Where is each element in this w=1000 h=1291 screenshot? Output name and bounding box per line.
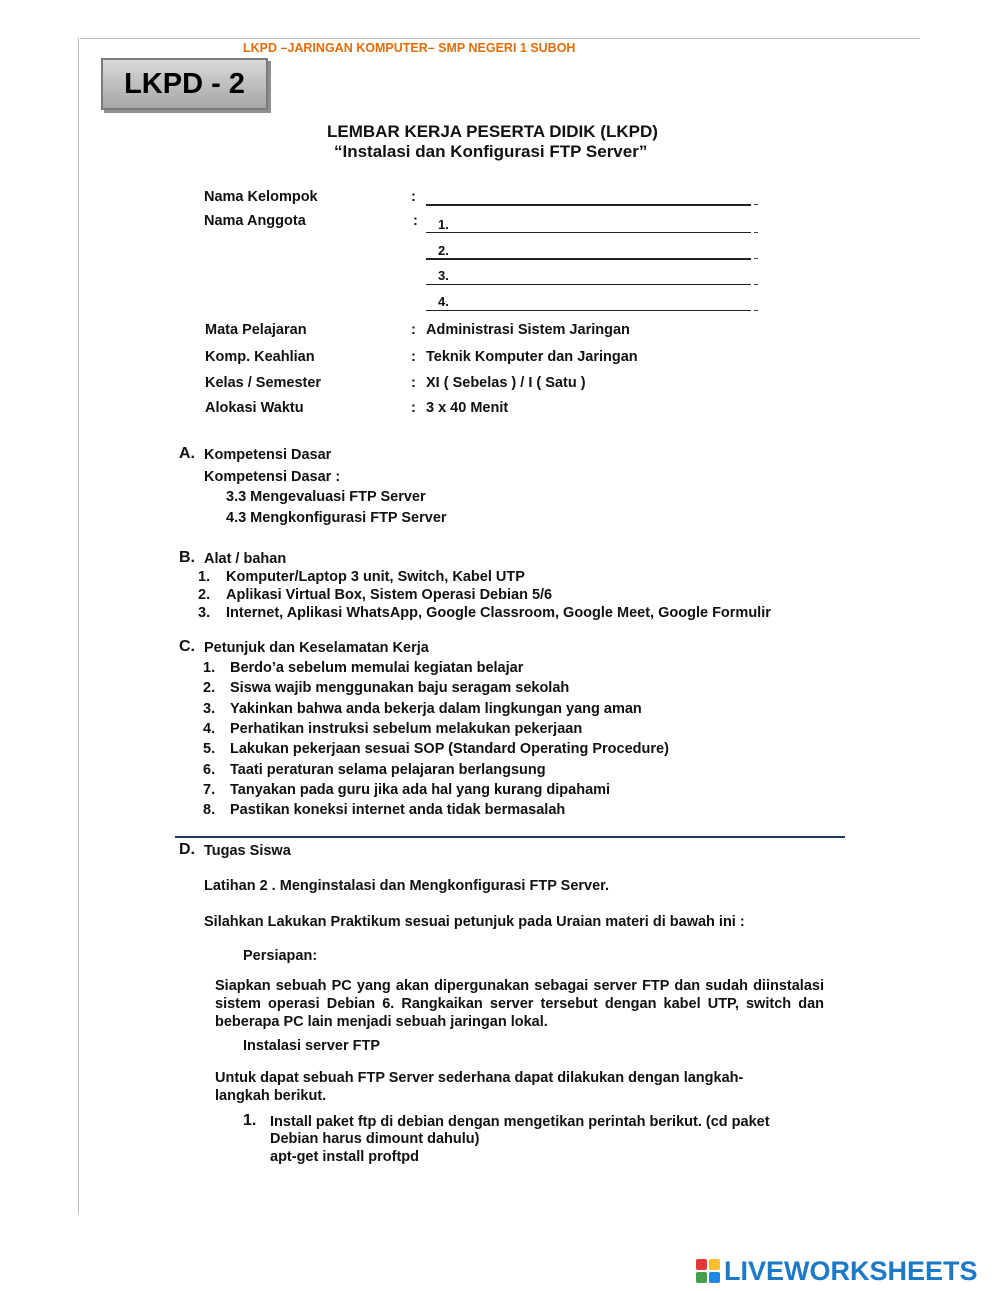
field-value: Administrasi Sistem Jaringan	[426, 322, 630, 338]
persiapan-heading: Persiapan:	[243, 948, 318, 964]
dash	[754, 284, 758, 285]
list-number: 2.	[203, 680, 216, 696]
list-item: Komputer/Laptop 3 unit, Switch, Kabel UTP	[226, 569, 525, 585]
member-number: 4.	[438, 294, 449, 309]
member-number: 1.	[438, 217, 449, 232]
list-number: 1.	[198, 569, 211, 585]
section-b-letter: B.	[179, 549, 195, 566]
nama-kelompok-label: Nama Kelompok	[204, 189, 318, 205]
section-divider	[175, 836, 845, 838]
list-item: Lakukan pekerjaan sesuai SOP (Standard Operating Procedure)	[230, 741, 669, 757]
top-border-line	[80, 38, 920, 39]
list-number: 8.	[203, 802, 216, 818]
dash	[754, 310, 758, 311]
member-3-field[interactable]	[426, 284, 751, 285]
list-number: 7.	[203, 782, 216, 798]
latihan-text: Latihan 2 . Menginstalasi dan Mengkonfigurasi FTP Server.	[204, 878, 610, 894]
section-c-letter: C.	[179, 638, 195, 655]
field-label: Mata Pelajaran	[205, 322, 307, 338]
field-value: XI ( Sebelas ) / I ( Satu )	[426, 375, 586, 391]
member-number: 3.	[438, 268, 449, 283]
list-number: 5.	[203, 741, 216, 757]
field-label: Kelas / Semester	[205, 375, 322, 391]
instalasi-heading: Instalasi server FTP	[243, 1038, 381, 1054]
step-text: Install paket ftp di debian dengan mengetikan perintah berikut. (cd paket	[270, 1114, 770, 1130]
section-a-subtitle: Kompetensi Dasar :	[204, 469, 341, 485]
list-item: Taati peraturan selama pelajaran berlangsung	[230, 762, 546, 778]
list-item: Tanyakan pada guru jika ada hal yang kurang dipahami	[230, 782, 611, 798]
lkpd-badge: LKPD - 2	[101, 58, 268, 110]
persiapan-paragraph: Siapkan sebuah PC yang akan dipergunakan sebagai server FTP dan sudah diinstalasi sistem operasi Debian 6. Rangkaikan server tersebut dengan kabel UTP, switch dan beberapa PC lain menjadi sebuah jaringan lokal.	[215, 978, 824, 1030]
liveworksheets-logo-icon	[696, 1259, 720, 1283]
member-4-field[interactable]	[426, 310, 751, 311]
dash	[754, 204, 758, 205]
section-d-title: Tugas Siswa	[204, 843, 291, 859]
list-item: Berdo’a sebelum memulai kegiatan belajar	[230, 660, 524, 676]
field-label: Komp. Keahlian	[205, 349, 315, 365]
colon: :	[411, 349, 416, 365]
member-1-field[interactable]	[426, 232, 751, 233]
dash	[754, 258, 758, 259]
list-item: Pastikan koneksi internet anda tidak bermasalah	[230, 802, 566, 818]
dash	[754, 232, 758, 233]
list-item: Perhatikan instruksi sebelum melakukan pekerjaan	[230, 721, 583, 737]
list-number: 4.	[203, 721, 216, 737]
nama-anggota-label: Nama Anggota	[204, 213, 306, 229]
list-number: 2.	[198, 587, 211, 603]
list-number: 3.	[198, 605, 211, 621]
document-subtitle: “Instalasi dan Konfigurasi FTP Server”	[334, 142, 648, 161]
list-item: 4.3 Mengkonfigurasi FTP Server	[226, 510, 447, 526]
list-item: Internet, Aplikasi WhatsApp, Google Classroom, Google Meet, Google Formulir	[226, 605, 771, 621]
liveworksheets-brand: LIVEWORKSHEETS	[724, 1256, 978, 1286]
colon: :	[411, 400, 416, 416]
instalasi-paragraph: Untuk dapat sebuah FTP Server sederhana dapat dilakukan dengan langkah-langkah berikut.	[215, 1070, 744, 1104]
section-c-title: Petunjuk dan Keselamatan Kerja	[204, 640, 429, 656]
section-d-letter: D.	[179, 841, 195, 858]
step-command: apt-get install proftpd	[270, 1149, 420, 1165]
list-item: Siswa wajib menggunakan baju seragam sekolah	[230, 680, 570, 696]
field-label: Alokasi Waktu	[205, 400, 304, 416]
member-number: 2.	[438, 243, 449, 258]
section-a-title: Kompetensi Dasar	[204, 447, 332, 463]
step-text: Debian harus dimount dahulu)	[270, 1131, 480, 1147]
instruction-text: Silahkan Lakukan Praktikum sesuai petunjuk pada Uraian materi di bawah ini :	[204, 914, 745, 930]
colon: :	[411, 322, 416, 338]
left-border-line	[78, 38, 79, 1214]
colon: :	[411, 189, 416, 205]
list-number: 6.	[203, 762, 216, 778]
list-number: 3.	[203, 701, 216, 717]
list-item: 3.3 Mengevaluasi FTP Server	[226, 489, 426, 505]
list-item: Yakinkan bahwa anda bekerja dalam lingkungan yang aman	[230, 701, 642, 717]
colon: :	[413, 213, 418, 229]
step-number: 1.	[243, 1112, 257, 1129]
field-value: Teknik Komputer dan Jaringan	[426, 349, 638, 365]
field-value: 3 x 40 Menit	[426, 400, 509, 416]
colon: :	[411, 375, 416, 391]
list-item: Aplikasi Virtual Box, Sistem Operasi Debian 5/6	[226, 587, 553, 603]
document-title: LEMBAR KERJA PESERTA DIDIK (LKPD)	[327, 122, 658, 141]
section-b-title: Alat / bahan	[204, 551, 287, 567]
member-2-field[interactable]	[426, 258, 751, 260]
section-a-letter: A.	[179, 445, 195, 462]
nama-kelompok-field[interactable]	[426, 204, 751, 206]
list-number: 1.	[203, 660, 216, 676]
document-header: LKPD –JARINGAN KOMPUTER– SMP NEGERI 1 SUBOH	[243, 41, 576, 55]
